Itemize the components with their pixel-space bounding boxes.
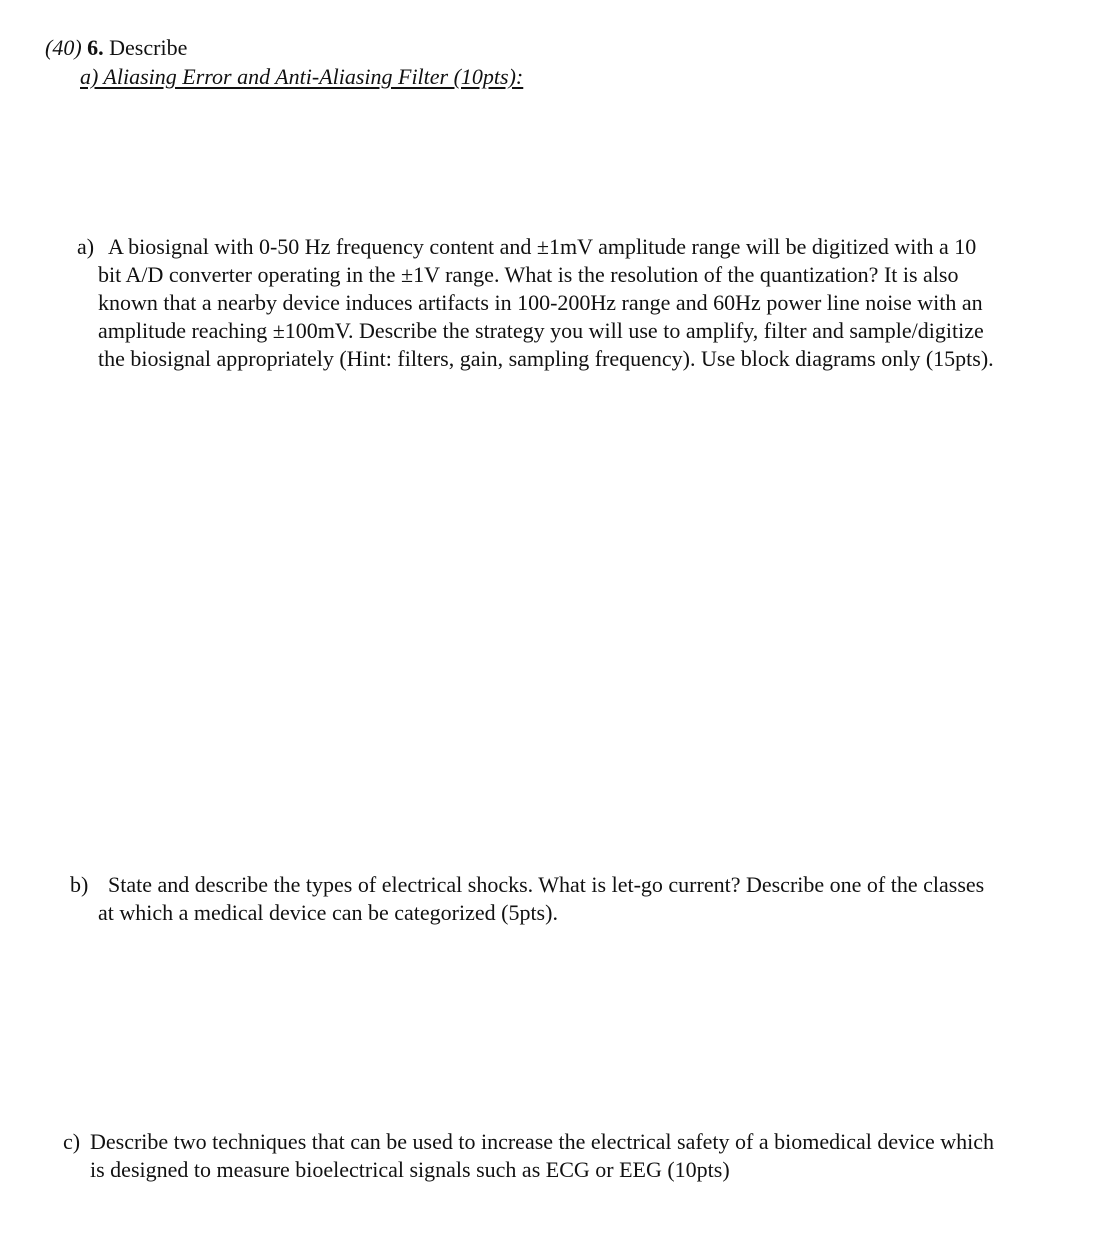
- question-title: Describe: [109, 35, 188, 60]
- part-a-line: bit A/D converter operating in the ±1V range. What is the resolution of the quantization? It is also: [98, 262, 959, 287]
- part-a-label: a): [77, 234, 95, 259]
- part-b-label: b): [70, 872, 89, 897]
- part-a-line: amplitude reaching ±100mV. Describe the strategy you will use to amplify, filter and sample/digitize: [98, 318, 984, 343]
- part-c-text: [90, 1128, 994, 1184]
- question-header: [45, 34, 187, 62]
- part-a-line: known that a nearby device induces artifacts in 100-200Hz range and 60Hz power line noise with an: [98, 290, 983, 315]
- part-b-text: [98, 871, 984, 927]
- part-b-line: at which a medical device can be categorized (5pts).: [98, 900, 558, 925]
- part-b-line: State and describe the types of electrical shocks. What is let-go current? Describe one of the classes: [108, 872, 985, 897]
- part-a-line: the biosignal appropriately (Hint: filters, gain, sampling frequency). Use block diagrams only (15pts).: [98, 346, 994, 371]
- question-number: 6.: [87, 35, 104, 60]
- part-a-text: [98, 233, 994, 373]
- question-points: (40): [45, 35, 82, 60]
- part-c-label: c): [63, 1129, 81, 1154]
- part-c-line: is designed to measure bioelectrical signals such as ECG or EEG (10pts): [90, 1157, 730, 1182]
- part-c-line: Describe two techniques that can be used to increase the electrical safety of a biomedical device which: [90, 1129, 995, 1154]
- part-a-line: A biosignal with 0-50 Hz frequency content and ±1mV amplitude range will be digitized with a 10: [108, 234, 977, 259]
- subheading-aliasing: a) Aliasing Error and Anti-Aliasing Filter (10pts):: [80, 64, 524, 89]
